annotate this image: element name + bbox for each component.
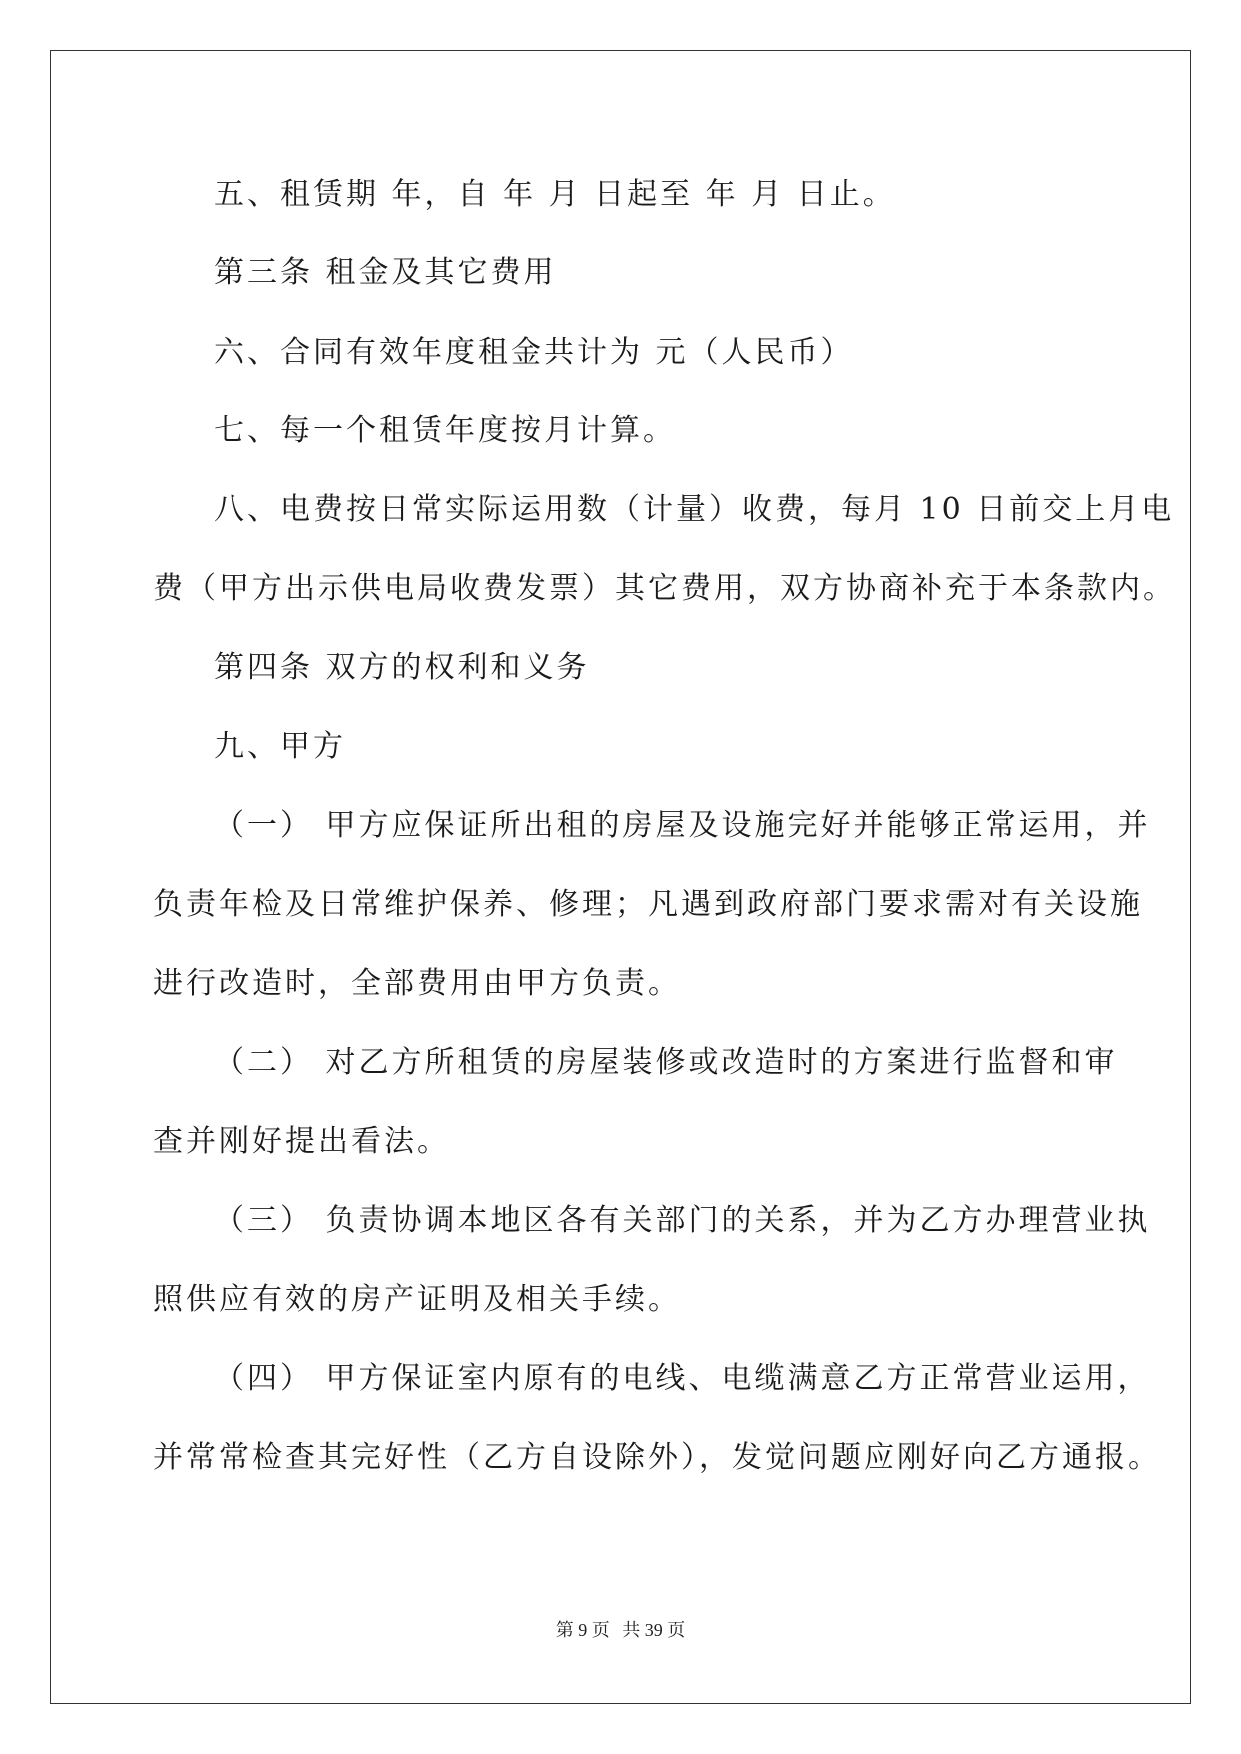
page-number: 第 9 页 <box>555 1620 610 1640</box>
paragraph-line: 照供应有效的房产证明及相关手续。 <box>153 1282 681 1317</box>
paragraph-line: （二） 对乙方所租赁的房屋装修或改造时的方案进行监督和审 <box>214 1045 1118 1080</box>
paragraph-line: 并常常检查其完好性（乙方自设除外），发觉问题应刚好向乙方通报。 <box>153 1440 1161 1475</box>
paragraph-line: 负责年检及日常维护保养、修理；凡遇到政府部门要求需对有关设施 <box>153 887 1143 922</box>
paragraph-line: 九、甲方 <box>214 729 346 764</box>
paragraph-line: 八、电费按日常实际运用数（计量）收费，每月 10 日前交上月电 <box>214 492 1175 527</box>
paragraph-line: 费（甲方出示供电局收费发票）其它费用，双方协商补充于本条款内。 <box>153 571 1176 606</box>
page-footer <box>0 1618 1241 1642</box>
paragraph-line: 进行改造时，全部费用由甲方负责。 <box>153 966 681 1001</box>
paragraph-line: 五、租赁期 年，自 年 月 日起至 年 月 日止。 <box>214 177 896 212</box>
paragraph-line: （一） 甲方应保证所出租的房屋及设施完好并能够正常运用，并 <box>214 808 1151 843</box>
paragraph-line: （三） 负责协调本地区各有关部门的关系，并为乙方办理营业执 <box>214 1203 1151 1238</box>
paragraph-line: （四） 甲方保证室内原有的电线、电缆满意乙方正常营业运用， <box>214 1361 1151 1396</box>
section-heading: 第四条 双方的权利和义务 <box>214 650 590 685</box>
section-heading: 第三条 租金及其它费用 <box>214 255 557 290</box>
page-total: 共 39 页 <box>622 1620 686 1640</box>
paragraph-line: 查并刚好提出看法。 <box>153 1124 450 1159</box>
paragraph-line: 六、合同有效年度租金共计为 元（人民币） <box>214 335 854 370</box>
paragraph-line: 七、每一个租赁年度按月计算。 <box>214 413 676 448</box>
